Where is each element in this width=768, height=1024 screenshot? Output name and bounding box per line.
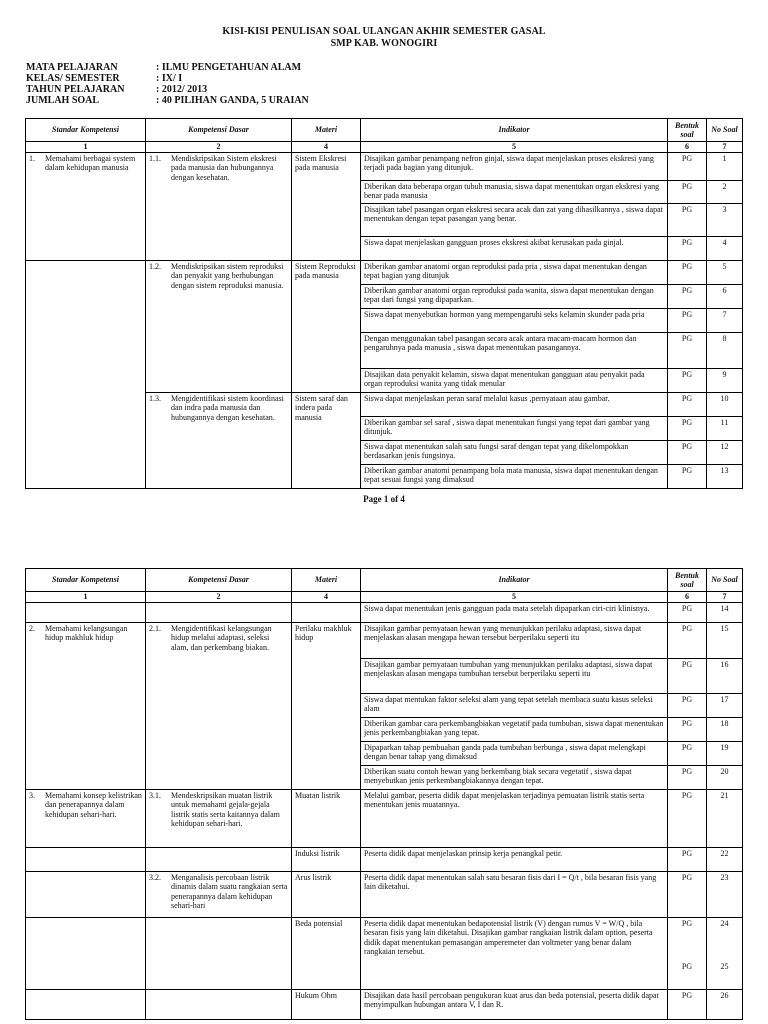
no-soal-cell: 22 <box>707 847 743 871</box>
materi-cell: Sistem Ekskresi pada manusia <box>292 152 361 260</box>
sk-number: 3. <box>29 790 35 800</box>
bentuk-soal-cell: PG <box>668 284 707 308</box>
table-row <box>26 622 743 658</box>
column-number: 6 <box>668 592 707 603</box>
no-soal-cell: 17 <box>707 693 743 717</box>
standar-kompetensi-cell <box>26 847 146 871</box>
column-number: 5 <box>361 142 668 153</box>
standar-kompetensi-cell <box>26 871 146 917</box>
no-soal-cell: 26 <box>707 989 743 1019</box>
indikator-cell: Disajikan data hasil percobaan pengukuran kuat arus dan beda potensial, peserta didik dapat menyimpulkan hubungan antara V, I dan R. <box>361 989 668 1019</box>
kd-number: 1.1. <box>149 153 161 163</box>
document-subtitle: SMP KAB. WONOGIRI <box>330 38 438 49</box>
kompetensi-dasar-cell <box>146 622 292 789</box>
no-soal-cell: 10 <box>707 392 743 416</box>
header-kompetensi-dasar: Kompetensi Dasar <box>146 569 292 592</box>
indikator-cell: Dipaparkan tahap pembuahan ganda pada tumbuhan berbunga , siswa dapat melengkapi dengan benar tahap yang dimaksud <box>361 741 668 765</box>
sk-text: Memahami berbagai system dalam kehidupan manusia <box>45 153 136 172</box>
sk-number: 2. <box>29 623 35 633</box>
header-standar-kompetensi: Standar Kompetensi <box>26 569 146 592</box>
indikator-cell: Disajikan tabel pasangan organ ekskresi secara acak dan zat yang dihasilkannya , siswa dapat menentukan dengan tepat pasangan yang benar. <box>361 203 668 236</box>
indikator-cell: Diberikan gambar sel saraf , siswa dapat menentukan fungsi yang tepat dari gambar yang ditunjuk. <box>361 416 668 440</box>
bentuk-soal-cell: PG <box>668 236 707 260</box>
bentuk-soal-cell: PG <box>668 464 707 488</box>
materi-cell: Hukum Ohm <box>292 989 361 1019</box>
no-soal-cell: 19 <box>707 741 743 765</box>
column-number: 6 <box>668 142 707 153</box>
header-materi: Materi <box>292 119 361 142</box>
standar-kompetensi-cell <box>26 989 146 1019</box>
table-row <box>26 152 743 180</box>
bentuk-soal-cell: PG <box>668 622 707 658</box>
indikator-cell: Siswa dapat menjelaskan gangguan proses ekskresi akibat kerusakan pada ginjal. <box>361 236 668 260</box>
column-number: 7 <box>707 142 743 153</box>
standar-kompetensi-cell <box>26 602 146 622</box>
materi-cell: Muatan listrik <box>292 789 361 847</box>
column-number: 5 <box>361 592 668 603</box>
table-header-row <box>26 569 743 592</box>
standar-kompetensi-cell <box>26 260 146 488</box>
column-number: 1 <box>26 592 146 603</box>
no-soal-cell: 4 <box>707 236 743 260</box>
header-kompetensi-dasar: Kompetensi Dasar <box>146 119 292 142</box>
no-soal-cell: 20 <box>707 765 743 789</box>
column-number: 4 <box>292 592 361 603</box>
materi-cell <box>292 602 361 622</box>
header-number-row <box>26 142 743 153</box>
no-soal-cell: 16 <box>707 658 743 693</box>
bentuk-soal-cell: PG <box>668 416 707 440</box>
header-materi: Materi <box>292 569 361 592</box>
materi-cell: Induksi listrik <box>292 847 361 871</box>
table-row <box>26 847 743 871</box>
kompetensi-dasar-cell <box>146 392 292 488</box>
indikator-cell: Melalui gambar, peserta didik dapat menjelaskan terjadinya pemuatan listrik statis serta menentukan jenis muatannya. <box>361 789 668 847</box>
header-bentuk-soal: Bentuk soal <box>668 569 707 592</box>
bentuk-soal-cell: PG <box>668 180 707 203</box>
header-number-row <box>26 592 743 603</box>
info-value: : IX/ I <box>156 73 183 84</box>
header-bentuk-soal: Bentuk soal <box>668 119 707 142</box>
info-label: JUMLAH SOAL <box>26 95 100 106</box>
info-value: : 2012/ 2013 <box>156 84 208 95</box>
indikator-cell: Disajikan gambar pernyataan hewan yang menunjukkan perilaku adaptasi, siswa dapat menjelaskan alasan mengapa hewan tersebut berperilaku seperti itu <box>361 622 668 658</box>
standar-kompetensi-cell <box>26 917 146 989</box>
bentuk-soal-cell: PG <box>668 392 707 416</box>
indikator-cell: Diberikan gambar cara perkembangbiakan vegetatif pada tumbuhan, siswa dapat menentukan jenis perkembangbiakan yang tepat. <box>361 717 668 741</box>
indikator-cell: Diberikan data beberapa organ tubuh manusia, siswa dapat menentukan organ ekskresi yang benar pada manusia <box>361 180 668 203</box>
header-no-soal: No Soal <box>707 569 743 592</box>
no-soal-cell: 1 <box>707 152 743 180</box>
info-value: : ILMU PENGETAHUAN ALAM <box>156 62 302 73</box>
table-row <box>26 260 743 284</box>
info-value: : 40 PILIHAN GANDA, 5 URAIAN <box>156 95 309 106</box>
materi-cell: Perilaku makhluk hidup <box>292 622 361 789</box>
materi-cell: Sistem saraf dan indera pada manusia <box>292 392 361 488</box>
bentuk-soal-cell: PG <box>668 871 707 917</box>
info-label: TAHUN PELAJARAN <box>26 84 125 95</box>
bentuk-soal-cell: PG <box>668 989 707 1019</box>
bentuk-soal-value: PG <box>681 962 693 971</box>
column-number: 7 <box>707 592 743 603</box>
page-number: Page 1 of 4 <box>363 494 405 504</box>
bentuk-soal-cell: PG <box>668 741 707 765</box>
indikator-cell: Diberikan gambar anatomi penampang bola mata manusia, siswa dapat menentukan dengan tepat sesuai fungsi yang dimaksud <box>361 464 668 488</box>
kd-number: 2.1. <box>149 623 161 633</box>
kd-text: Mendiskripsikan Sistem ekskresi pada manusia dan hubungannya dengan kesehatan. <box>171 153 277 182</box>
kd-text: Menganalisis percobaan listrik dinamis dalam suatu rangkaian serta penerapannya dalam kehidupan sehari-hari <box>171 872 288 910</box>
indikator-cell: Siswa dapat mentukan faktor seleksi alam yang tepat setelah membaca suatu kasus seleksi alam <box>361 693 668 717</box>
indikator-cell: Diberikan gambar anatomi organ reproduksi pada pria , siswa dapat menentukan dengan tepat bagian yang ditunjuk <box>361 260 668 284</box>
info-row-subject <box>26 62 309 73</box>
header-indikator: Indikator <box>361 569 668 592</box>
kd-text: Mengidentifikasi sistem koordinasi dan indra pada manusia dan hubungannya dengan kesehatan. <box>171 393 284 422</box>
kompetensi-dasar-cell <box>146 602 292 622</box>
indikator-cell: Disajikan gambar penampang nefron ginjal, siswa dapat menjelaskan proses ekskresi yang terjadi pada bagian yang ditunjuk. <box>361 152 668 180</box>
indikator-cell: Diberikan suatu contoh hewan yang berkembang biak secara vegetatif , siswa dapat menyebutkan jenis perkembangbiakannya dengan tepat. <box>361 765 668 789</box>
sk-text: Memahami kelangsungan hidup makhluk hidup <box>45 623 128 642</box>
indikator-cell: Peserta didik dapat menentukan bedapotensial listrik (V) dengan rumus V = W/Q , bila besaran fisis yang lain diketahui. Disajikan gambar rangkaian listrik dalam option, peserta didik dapat menentukan pemasangan amperemeter dan voltmeter yang benar dalam rangkaian tersebut. <box>361 917 668 989</box>
kompetensi-dasar-cell <box>146 917 292 989</box>
info-label: MATA PELAJARAN <box>26 62 118 73</box>
kd-text: Mendeskripsikan muatan listrik untuk memahami gejala-gejala listrik statis serta kaitannya dalam kehidupan sehari-hari. <box>171 790 280 828</box>
indikator-cell: Dengan menggunakan tabel pasangan secara acak antara macam-macam hormon dan pengaruhnya pada manusia , siswa dapat menentukan pasangannya. <box>361 332 668 368</box>
no-soal-cell: 12 <box>707 440 743 464</box>
bentuk-soal-cell: PG <box>668 789 707 847</box>
no-soal-cell: 8 <box>707 332 743 368</box>
kompetensi-dasar-cell <box>146 260 292 392</box>
indikator-cell: Peserta didik dapat menjelaskan prinsip kerja penangkal petir. <box>361 847 668 871</box>
kd-number: 1.2. <box>149 261 161 271</box>
no-soal-cell: 21 <box>707 789 743 847</box>
sk-number: 1. <box>29 153 35 163</box>
table-row <box>26 871 743 917</box>
info-block <box>26 62 309 106</box>
materi-cell: Sistem Reproduksi pada manusia <box>292 260 361 392</box>
bentuk-soal-cell <box>668 917 707 989</box>
indikator-cell: Disajikan gambar pernyataan tumbuhan yang menunjukkan perilaku adaptasi, siswa dapat menjelaskan alasan mengapa tumbuhan tersebut berperilaku seperti itu <box>361 658 668 693</box>
no-soal-cell: 2 <box>707 180 743 203</box>
header-standar-kompetensi: Standar Kompetensi <box>26 119 146 142</box>
header-no-soal: No Soal <box>707 119 743 142</box>
kompetensi-dasar-cell <box>146 847 292 871</box>
kompetensi-dasar-cell <box>146 989 292 1019</box>
indikator-cell: Peserta didik dapat menentukan salah satu besaran fisis dari I = Q/t , bila besaran fisis yang lain diketahui. <box>361 871 668 917</box>
bentuk-soal-cell: PG <box>668 717 707 741</box>
no-soal-cell: 15 <box>707 622 743 658</box>
no-soal-cell <box>707 917 743 989</box>
kd-text: Mendiskripsikan sistem reproduksi dan penyakit yang berhubungan dengan sistem reproduksi manusia. <box>171 261 284 290</box>
no-soal-cell: 13 <box>707 464 743 488</box>
no-soal-cell: 11 <box>707 416 743 440</box>
column-number: 1 <box>26 142 146 153</box>
bentuk-soal-cell: PG <box>668 847 707 871</box>
bentuk-soal-cell: PG <box>668 440 707 464</box>
column-number: 4 <box>292 142 361 153</box>
kompetensi-dasar-cell <box>146 152 292 260</box>
bentuk-soal-cell: PG <box>668 658 707 693</box>
info-label: KELAS/ SEMESTER <box>26 73 120 84</box>
no-soal-cell: 14 <box>707 602 743 622</box>
header-indikator: Indikator <box>361 119 668 142</box>
table-row <box>26 789 743 847</box>
no-soal-cell: 6 <box>707 284 743 308</box>
no-soal-cell: 18 <box>707 717 743 741</box>
table-row <box>26 989 743 1019</box>
kisi-table-page-2 <box>25 568 743 1020</box>
document-title: KISI-KISI PENULISAN SOAL ULANGAN AKHIR SEMESTER GASAL <box>222 26 546 37</box>
standar-kompetensi-cell <box>26 622 146 789</box>
no-soal-cell: 5 <box>707 260 743 284</box>
bentuk-soal-cell: PG <box>668 308 707 332</box>
no-soal-cell: 23 <box>707 871 743 917</box>
bentuk-soal-cell: PG <box>668 332 707 368</box>
sk-text: Memahami konsep kelistrikan dan penerapannya dalam kehidupan sehari-hari. <box>45 790 142 819</box>
bentuk-soal-value: PG <box>681 918 693 928</box>
bentuk-soal-cell: PG <box>668 152 707 180</box>
info-row-count <box>26 95 309 106</box>
indikator-cell: Siswa dapat menentukan salah satu fungsi saraf dengan tepat yang dikelompokkan berdasarkan jenis fungsinya. <box>361 440 668 464</box>
indikator-cell: Siswa dapat menjelaskan peran saraf melalui kasus ,pernyataan atau gambar. <box>361 392 668 416</box>
materi-cell: Beda potensial <box>292 917 361 989</box>
kompetensi-dasar-cell <box>146 871 292 917</box>
kisi-table-page-1 <box>25 118 743 489</box>
indikator-cell: Disajikan data penyakit kelamin, siswa dapat menentukan gangguan atau penyakit pada organ reproduksi wanita yang tidak menular <box>361 368 668 392</box>
indikator-cell: Siswa dapat menentukan jenis gangguan pada mata setelah dipaparkan ciri-ciri klinisnya. <box>361 602 668 622</box>
bentuk-soal-cell: PG <box>668 765 707 789</box>
info-row-year <box>26 84 309 95</box>
kd-number: 3.2. <box>149 872 161 882</box>
no-soal-cell: 3 <box>707 203 743 236</box>
kompetensi-dasar-cell <box>146 789 292 847</box>
table-row <box>26 602 743 622</box>
kd-text: Mengidentifikasi kelangsungan hidup melalui adaptasi, seleksi alam, dan perkembang biakan. <box>171 623 272 652</box>
indikator-cell: Siswa dapat menyebutkan hormon yang mempengaruhi seks kelamin skunder pada pria <box>361 308 668 332</box>
bentuk-soal-cell: PG <box>668 368 707 392</box>
kd-number: 1.3. <box>149 393 161 403</box>
column-number: 2 <box>146 592 292 603</box>
indikator-cell: Diberikan gambar anatomi organ reproduksi pada wanita, siswa dapat menentukan dengan tepat dari fungsi yang dipaparkan. <box>361 284 668 308</box>
bentuk-soal-cell: PG <box>668 693 707 717</box>
standar-kompetensi-cell <box>26 152 146 260</box>
table-header-row <box>26 119 743 142</box>
kd-number: 3.1. <box>149 790 161 800</box>
standar-kompetensi-cell <box>26 789 146 847</box>
bentuk-soal-cell: PG <box>668 260 707 284</box>
info-row-class <box>26 73 309 84</box>
bentuk-soal-cell: PG <box>668 203 707 236</box>
materi-cell: Arus listrik <box>292 871 361 917</box>
column-number: 2 <box>146 142 292 153</box>
no-soal-value: 25 <box>720 962 729 971</box>
table-row <box>26 917 743 989</box>
no-soal-value: 24 <box>720 918 729 928</box>
no-soal-cell: 7 <box>707 308 743 332</box>
no-soal-cell: 9 <box>707 368 743 392</box>
bentuk-soal-cell: PG <box>668 602 707 622</box>
